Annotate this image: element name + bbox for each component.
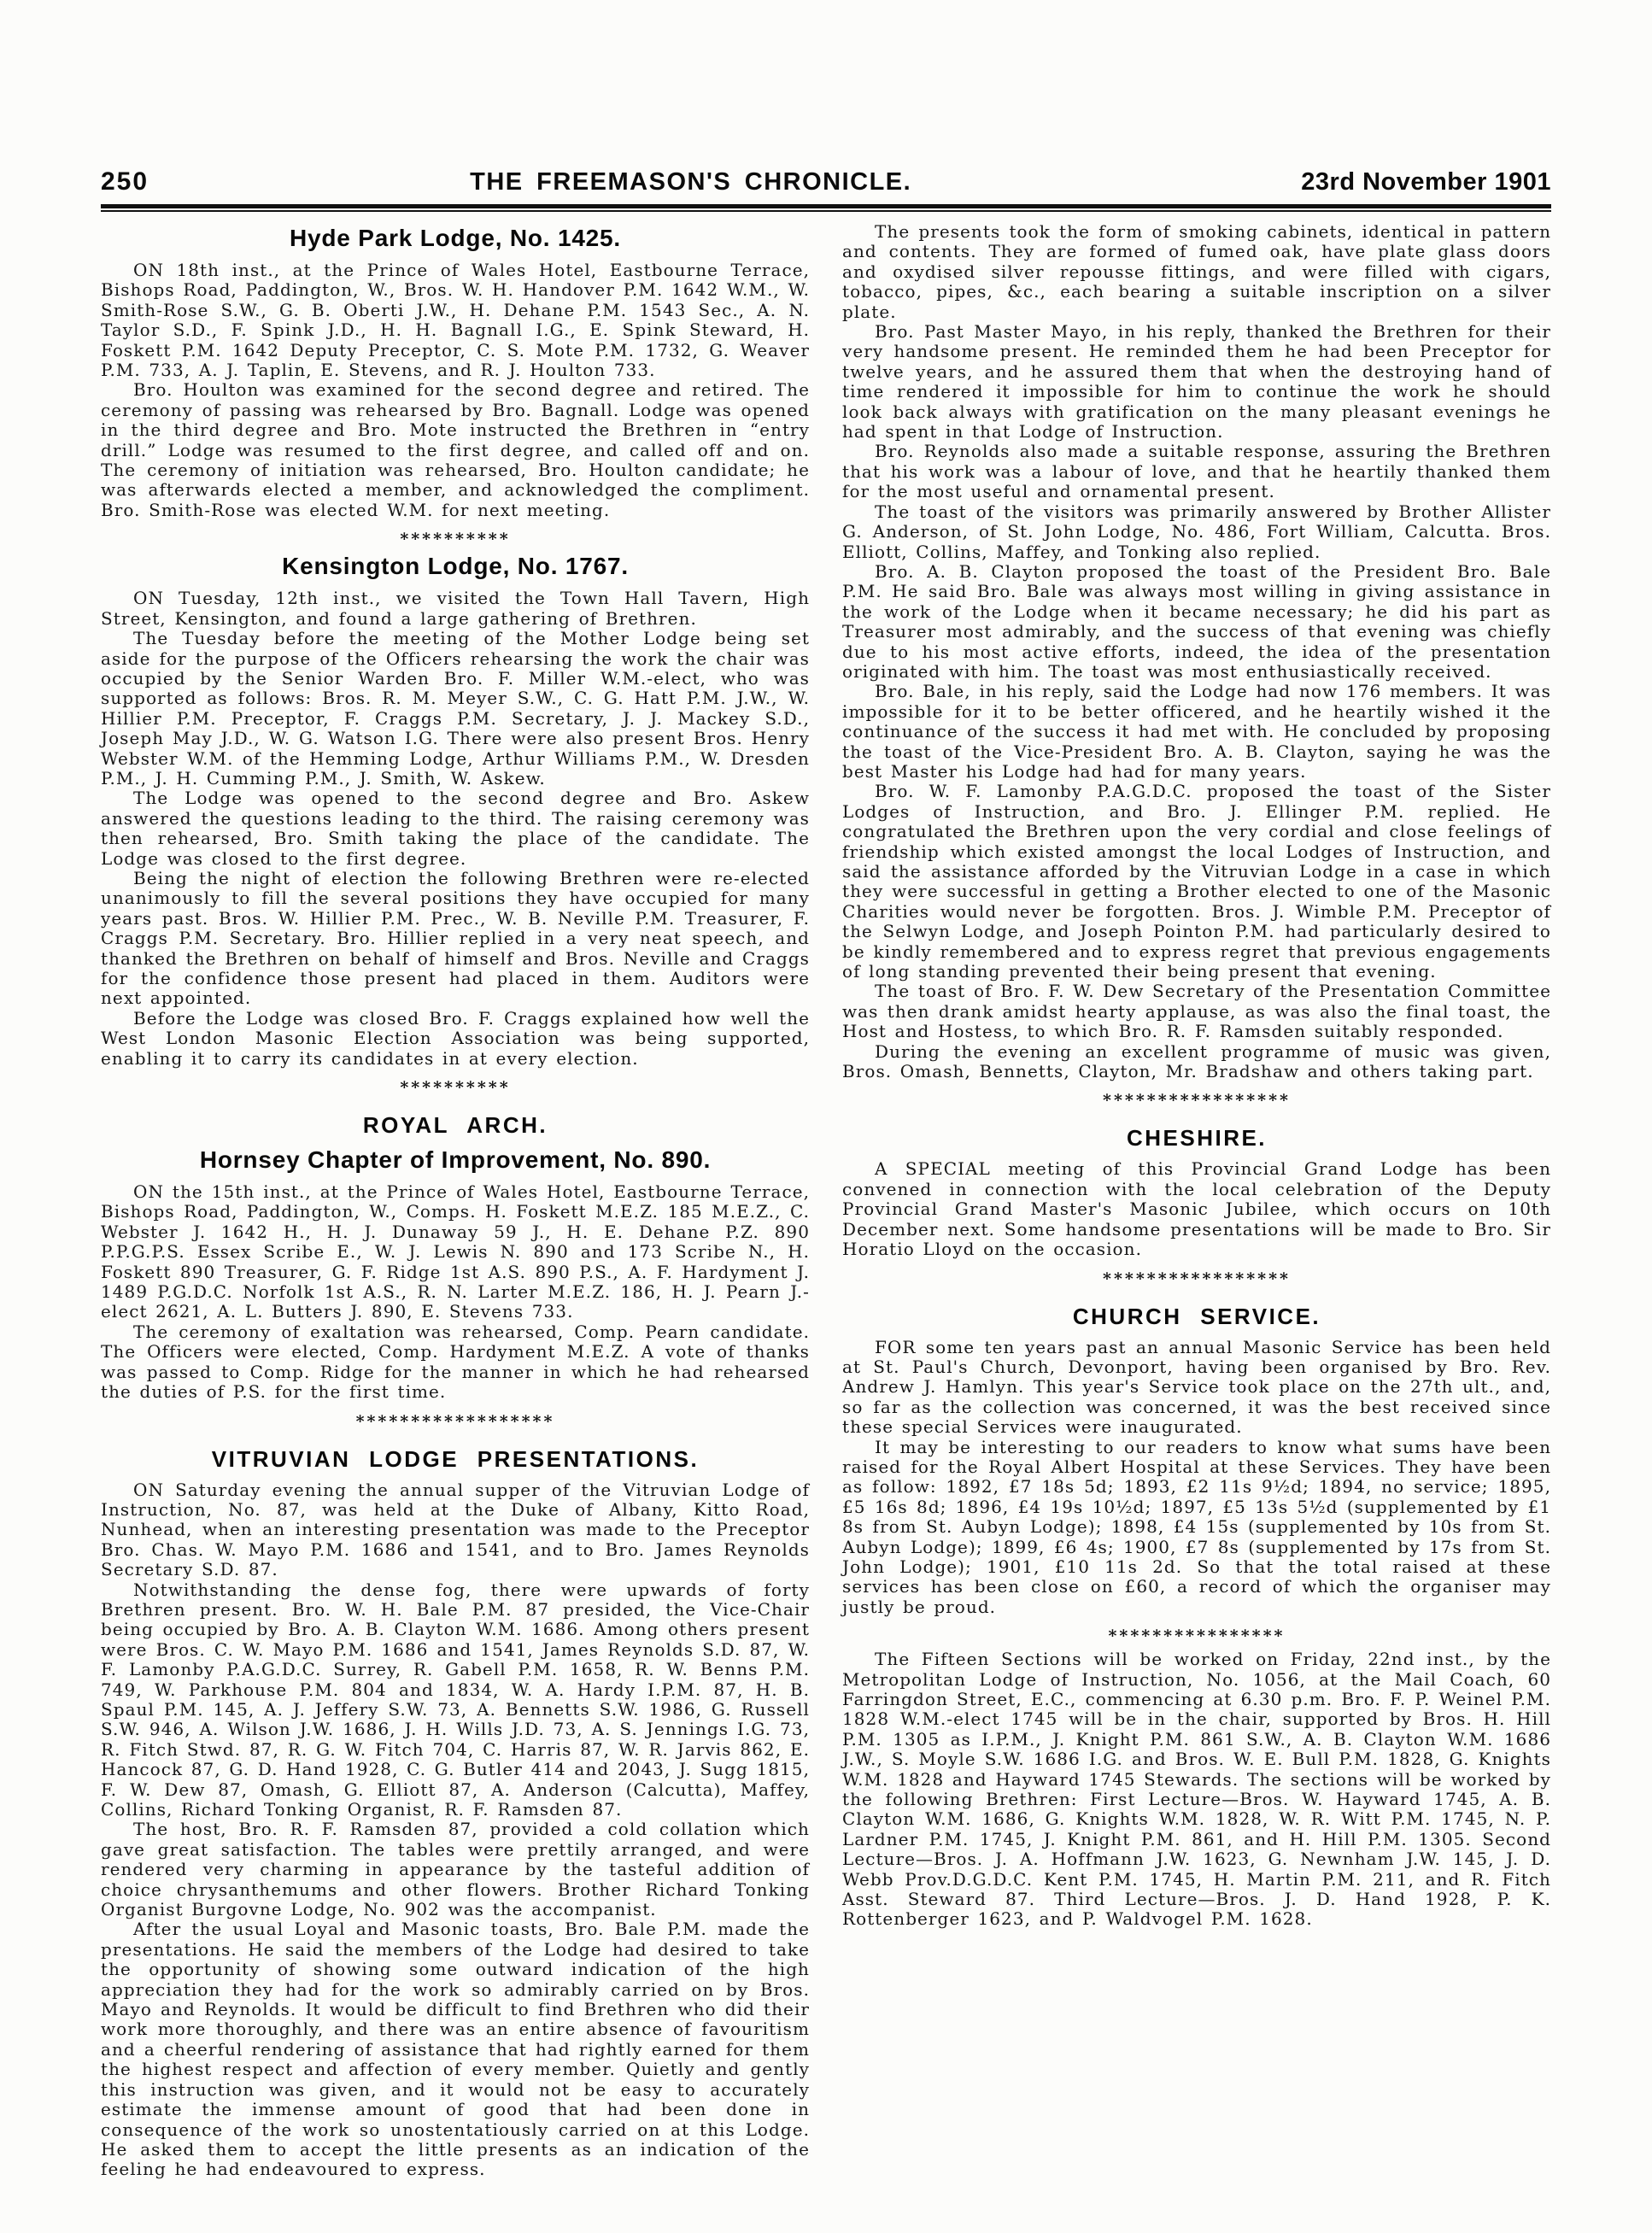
paragraph: Notwithstanding the dense fog, there were upwards of forty Brethren present. Bro. W. H. Bale P.M. 87 presided, the Vice-Chair being occupied by Bro. A. B. Clayton W.M. 1686. Among others present were Bros. C. W. Mayo P.M. 1686 and 1541, James Reynolds S.D. 87, W. F. Lamonby P.A.G.D.C. Surrey, R. Gabell P.M. 1658, R. W. Benns P.M. 749, W. Parkhouse P.M. 804 and 1834, W. A. Hardy I.P.M. 87, H. B. Spaul P.M. 145, A. J. Jeffery S.W. 73, A. Bennetts S.W. 1986, G. Russell S.W. 946, A. Wilson J.W. 1686, J. H. Wills J.D. 73, A. S. Jennings I.G. 73, R. Fitch Stwd. 87, R. G. W. Fitch 704, C. Harris 87, W. R. Jarvis 862, E. Hancock 87, G. D. Hand 1928, C. G. Butler 414 and 2043, J. Sugg 1815, F. W. Dew 87, Omash, G. Elliott 87, A. Anderson (Calcutta), Maffey, Collins, Richard Tonking Organist, R. F. Ramsden 87. — [101, 1579, 810, 1820]
article-cheshire — [842, 1125, 1551, 1259]
left-column — [101, 222, 810, 2180]
paragraph: ON the 15th inst., at the Prince of Wales Hotel, Eastbourne Terrace, Bishops Road, Paddington, W., Comps. H. Foskett M.E.Z. 185 M.E.Z., C. Webster J. 1642 H., H. J. Dunaway 59 J., H. E. Dehane P.Z. 890 P.P.G.P.S. Essex Scribe E., W. J. Lewis N. 890 and 173 Scribe N., H. Foskett 890 Treasurer, G. F. Ridge 1st A.S. 890 P.S., A. F. Hardyment J. 1489 P.G.D.C. Norfolk 1st A.S., R. N. Larter M.E.Z. 186, H. J. Pearn J.-elect 2621, A. L. Butters J. 890, E. Stevens 733. — [101, 1181, 810, 1322]
paragraph: The ceremony of exaltation was rehearsed, Comp. Pearn candidate. The Officers were elected, Comp. Hardyment M.E.Z. A vote of thanks was passed to Comp. Ridge for the manner in which he had rehearsed the duties of P.S. for the first time. — [101, 1321, 810, 1403]
article-royal-arch-hornsey — [101, 1112, 810, 1402]
paragraph: ON Saturday evening the annual supper of the Vitruvian Lodge of Instruction, No. 87, was held at the Duke of Albany, Kitto Road, Nunhead, when an interesting presentation was made to the Preceptor Bro. Chas. W. Mayo P.M. 1686 and 1541, and to Bro. James Reynolds Secretary S.D. 87. — [101, 1479, 810, 1580]
right-column — [842, 222, 1551, 1930]
header-rule — [101, 204, 1551, 212]
masthead-title: THE FREEMASON'S CHRONICLE. — [470, 168, 912, 196]
paragraph: A SPECIAL meeting of this Provincial Grand Lodge has been convened in connection with the local celebration of the Deputy Provincial Grand Master's Masonic Jubilee, which occurs on 10th December next. Some handsome presentations will be made to Bro. Sir Horatio Lloyd on the occasion. — [842, 1158, 1551, 1260]
paragraph: ON Tuesday, 12th inst., we visited the Town Hall Tavern, High Street, Kensington, and found a large gathering of Brethren. — [101, 588, 810, 629]
section-heading-royal-arch: ROYAL ARCH. — [362, 1112, 548, 1139]
article-hyde-park-lodge — [101, 225, 810, 520]
paragraph: Bro. Past Master Mayo, in his reply, thanked the Brethren for their very handsome present. He reminded them he had been Preceptor for twelve years, and he assured them that when the destroying hand of time rendered it impossible for him to continue the work he should look back always with gratification on the many pleasant evenings he had spent in that Lodge of Instruction. — [842, 321, 1551, 442]
paragraph: The toast of Bro. F. W. Dew Secretary of the Presentation Committee was then drank amidst hearty applause, as was also the final toast, the Host and Hostess, to which Bro. R. F. Ramsden suitably responded. — [842, 981, 1551, 1042]
article-heading-kensington: Kensington Lodge, No. 1767. — [282, 553, 629, 580]
star-separator: ****************** — [355, 1411, 555, 1431]
paragraph: ON 18th inst., at the Prince of Wales Hotel, Eastbourne Terrace, Bishops Road, Paddington, W., Bros. W. H. Handover P.M. 1642 W.M., W. Smith-Rose S.W., G. B. Oberti J.W., H. Dehane P.M. 1543 Sec., A. N. Taylor S.D., F. Spink J.D., H. H. Bagnall I.G., E. Spink Steward, H. Foskett P.M. 1642 Deputy Preceptor, C. S. Mote P.M. 1732, G. Weaver P.M. 733, A. J. Taplin, E. Stevens, and R. J. Houlton 733. — [101, 260, 810, 381]
article-vitruvian-lodge-presentations — [101, 1446, 810, 2180]
star-separator: ***************** — [1103, 1269, 1291, 1288]
paragraph: Being the night of election the following Brethren were re-elected unanimously to fill the several positions they have occupied for many years past. Bros. W. Hillier P.M. Prec., W. B. Neville P.M. Treasurer, F. Craggs P.M. Secretary. Bro. Hillier replied in a very neat speech, and thanked the Brethren on behalf of himself and Bros. Neville and Craggs for the confidence those present had placed in them. Auditors were next appointed. — [101, 867, 810, 1009]
paragraph: Bro. Reynolds also made a suitable response, assuring the Brethren that his work was a labour of love, and that he heartily thanked them for the most useful and ornamental present. — [842, 441, 1551, 502]
paragraph: Bro. Houlton was examined for the second degree and retired. The ceremony of passing was rehearsed by Bro. Bagnall. Lodge was opened in the third degree and Bro. Mote instructed the Brethren in “entry drill.” Lodge was resumed to the first degree, and called off and on. The ceremony of initiation was rehearsed, Bro. Houlton candidate; he was afterwards elected a member, and acknowledged the compliment. Bro. Smith-Rose was elected W.M. for next meeting. — [101, 379, 810, 520]
article-heading-vitruvian: VITRUVIAN LODGE PRESENTATIONS. — [211, 1445, 700, 1472]
paragraph: The Lodge was opened to the second degree and Bro. Askew answered the questions leading to the third. The raising ceremony was then rehearsed, Bro. Smith taking the place of the candidate. The Lodge was closed to the first degree. — [101, 788, 810, 869]
article-church-service — [842, 1304, 1551, 1618]
paragraph: FOR some ten years past an annual Masonic Service has been held at St. Paul's Church, Devonport, having been organised by Bro. Rev. Andrew J. Hamlyn. This year's Service took place on the 27th ult., and, so far as the collection was concerned, it was the best received since these special Services were inaugurated. — [842, 1336, 1551, 1438]
paragraph: The toast of the visitors was primarily answered by Brother Allister G. Anderson, of St. John Lodge, No. 486, Fort William, Calcutta. Bros. Elliott, Collins, Maffey, and Tonking also replied. — [842, 501, 1551, 562]
page-number: 250 — [101, 167, 149, 196]
paragraph: The host, Bro. R. F. Ramsden 87, provided a cold collation which gave great satisfaction. The tables were prettily arranged, and were rendered very charming in appearance by the tasteful addition of choice chrysanthemums and other flowers. Brother Richard Tonking Organist Burgovne Lodge, No. 902 was the accompanist. — [101, 1819, 810, 1920]
star-separator: ***************** — [1103, 1091, 1291, 1111]
header-rule-thin-line — [101, 210, 1551, 212]
paragraph: Bro. W. F. Lamonby P.A.G.D.C. proposed the toast of the Sister Lodges of Instruction, and Bro. J. Ellinger P.M. replied. He congratulated the Brethren upon the very cordial and close feelings of friendship which existed amongst the local Lodges of Instruction, and said the assistance afforded by the Vitruvian Lodge in a case in which they were successful in getting a Brother elected to one of the Masonic Charities would never be forgotten. Bros. J. Wimble P.M. Preceptor of the Selwyn Lodge, and Joseph Pointon P.M. had particularly desired to be kindly remembered and to express regret that previous engagements of long standing prevented their being present that evening. — [842, 781, 1551, 982]
star-separator: **************** — [1108, 1626, 1286, 1646]
page-columns — [101, 222, 1551, 2180]
paragraph: After the usual Loyal and Masonic toasts, Bro. Bale P.M. made the presentations. He said the members of the Lodge had desired to take the opportunity of showing some outward indication of the high appreciation they had for the work so admirably carried on by Bros. Mayo and Reynolds. It would be difficult to find Brethren who did their work more thoroughly, and there was an entire absence of favouritism and a cheerful rendering of assistance that had rightly earned for them the highest respect and affection of every member. Quietly and gently this instruction was given, and it would not be easy to accurately estimate the immense amount of good that had been done in consequence of the work so unostentatiously carried on at this Lodge. He asked them to accept the little presents as an indication of the feeling he had endeavoured to express. — [101, 1919, 810, 2180]
paragraph: The Tuesday before the meeting of the Mother Lodge being set aside for the purpose of the Officers rehearsing the work the chair was occupied by the Senior Warden Bro. F. Miller W.M.-elect, who was supported as follows: Bros. R. M. Meyer S.W., C. G. Hatt P.M. J.W., W. Hillier P.M. Preceptor, F. Craggs P.M. Secretary, J. J. Mackey S.D., Joseph May J.D., W. G. Watson I.G. There were also present Bros. Henry Webster W.M. of the Hemming Lodge, Arthur Williams P.M., W. Dresden P.M., J. H. Cumming P.M., J. Smith, W. Askew. — [101, 628, 810, 788]
article-heading-hyde-park: Hyde Park Lodge, No. 1425. — [289, 225, 622, 251]
paragraph: Bro. Bale, in his reply, said the Lodge had now 176 members. It was impossible for it to be better officered, and he heartily wished it the continuance of the success it had met with. He concluded by proposing the toast of the Vice-President Bro. A. B. Clayton, saying he was the best Master his Lodge had had for many years. — [842, 681, 1551, 782]
article-fifteen-sections — [842, 1650, 1551, 1930]
star-separator: ********** — [400, 1078, 511, 1098]
article-presentation-continued — [842, 222, 1551, 1081]
paragraph: The presents took the form of smoking cabinets, identical in pattern and contents. They are formed of fumed oak, have plate glass doors and oxydised silver repousse fittings, and were filled with cigars, tobacco, pipes, &c., each bearing a suitable inscription on a silver plate. — [842, 221, 1551, 322]
section-heading-church-service: CHURCH SERVICE. — [1072, 1303, 1321, 1329]
star-separator: ********** — [400, 530, 511, 549]
paragraph: During the evening an excellent programme of music was given, Bros. Omash, Bennetts, Clayton, Mr. Bradshaw and others taking part. — [842, 1040, 1551, 1082]
article-kensington-lodge — [101, 553, 810, 1069]
header-rule-thick-line — [101, 204, 1551, 208]
paragraph: The Fifteen Sections will be worked on Friday, 22nd inst., by the Metropolitan Lodge of Instruction, No. 1056, at the Mail Coach, 60 Farringdon Street, E.C., commencing at 6.30 p.m. Bro. F. P. Weinel P.M. 1828 W.M.-elect 1745 will be in the chair, supported by Bros. H. Hill P.M. 1305 as I.P.M., J. Knight P.M. 861 S.W., A. B. Clayton W.M. 1686 J.W., S. Moyle S.W. 1686 I.G. and Bros. W. E. Bull P.M. 1828, G. Knights W.M. 1828 and Hayward 1745 Stewards. The sections will be worked by the following Brethren: First Lecture—Bros. W. Hayward 1745, A. B. Clayton W.M. 1686, G. Knights W.M. 1828, W. R. Witt P.M. 1745, N. P. Lardner P.M. 1745, J. Knight P.M. 861, and H. Hill P.M. 1305. Second Lecture—Bros. J. A. Hoffmann J.W. 1623, G. Newnham J.W. 145, J. D. Webb Prov.D.G.D.C. Kent P.M. 1745, H. Martin P.M. 211, and R. Fitch Asst. Steward 87. Third Lecture—Bros. J. D. Hand 1928, P. K. Rottenberger 1623, and P. Waldvogel P.M. 1628. — [842, 1649, 1551, 1930]
article-heading-hornsey-chapter: Hornsey Chapter of Improvement, No. 890. — [199, 1146, 712, 1174]
section-heading-cheshire: CHESHIRE. — [1126, 1125, 1268, 1152]
page-header — [101, 167, 1551, 196]
issue-date: 23rd November 1901 — [1301, 168, 1551, 196]
paragraph: Before the Lodge was closed Bro. F. Craggs explained how well the West London Masonic Election Association was being supported, enabling it to carry its candidates in at every election. — [101, 1007, 810, 1069]
paragraph: Bro. A. B. Clayton proposed the toast of the President Bro. Bale P.M. He said Bro. Bale was always most willing in giving assistance in the work of the Lodge when it became necessary; he did his part as Treasurer most admirably, and the success of that evening was chiefly due to his most active efforts, indeed, the idea of the presentation originated with him. The toast was most enthusiastically received. — [842, 560, 1551, 682]
paragraph: It may be interesting to our readers to know what sums have been raised for the Royal Albert Hospital at these Services. They have been as follow: 1892, £7 18s 5d; 1893, £2 11s 9½d; 1894, no service; 1895, £5 16s 8d; 1896, £4 19s 10½d; 1897, £5 13s 5½d (supplemented by £1 8s from St. Aubyn Lodge); 1898, £4 15s (supplemented by 10s from St. Aubyn Lodge); 1899, £6 4s; 1900, £7 8s (supplemented by 17s from St. John Lodge); 1901, £10 11s 2d. So that the total raised at these services has been close on £60, a record of which the organiser may justly be proud. — [842, 1436, 1551, 1617]
